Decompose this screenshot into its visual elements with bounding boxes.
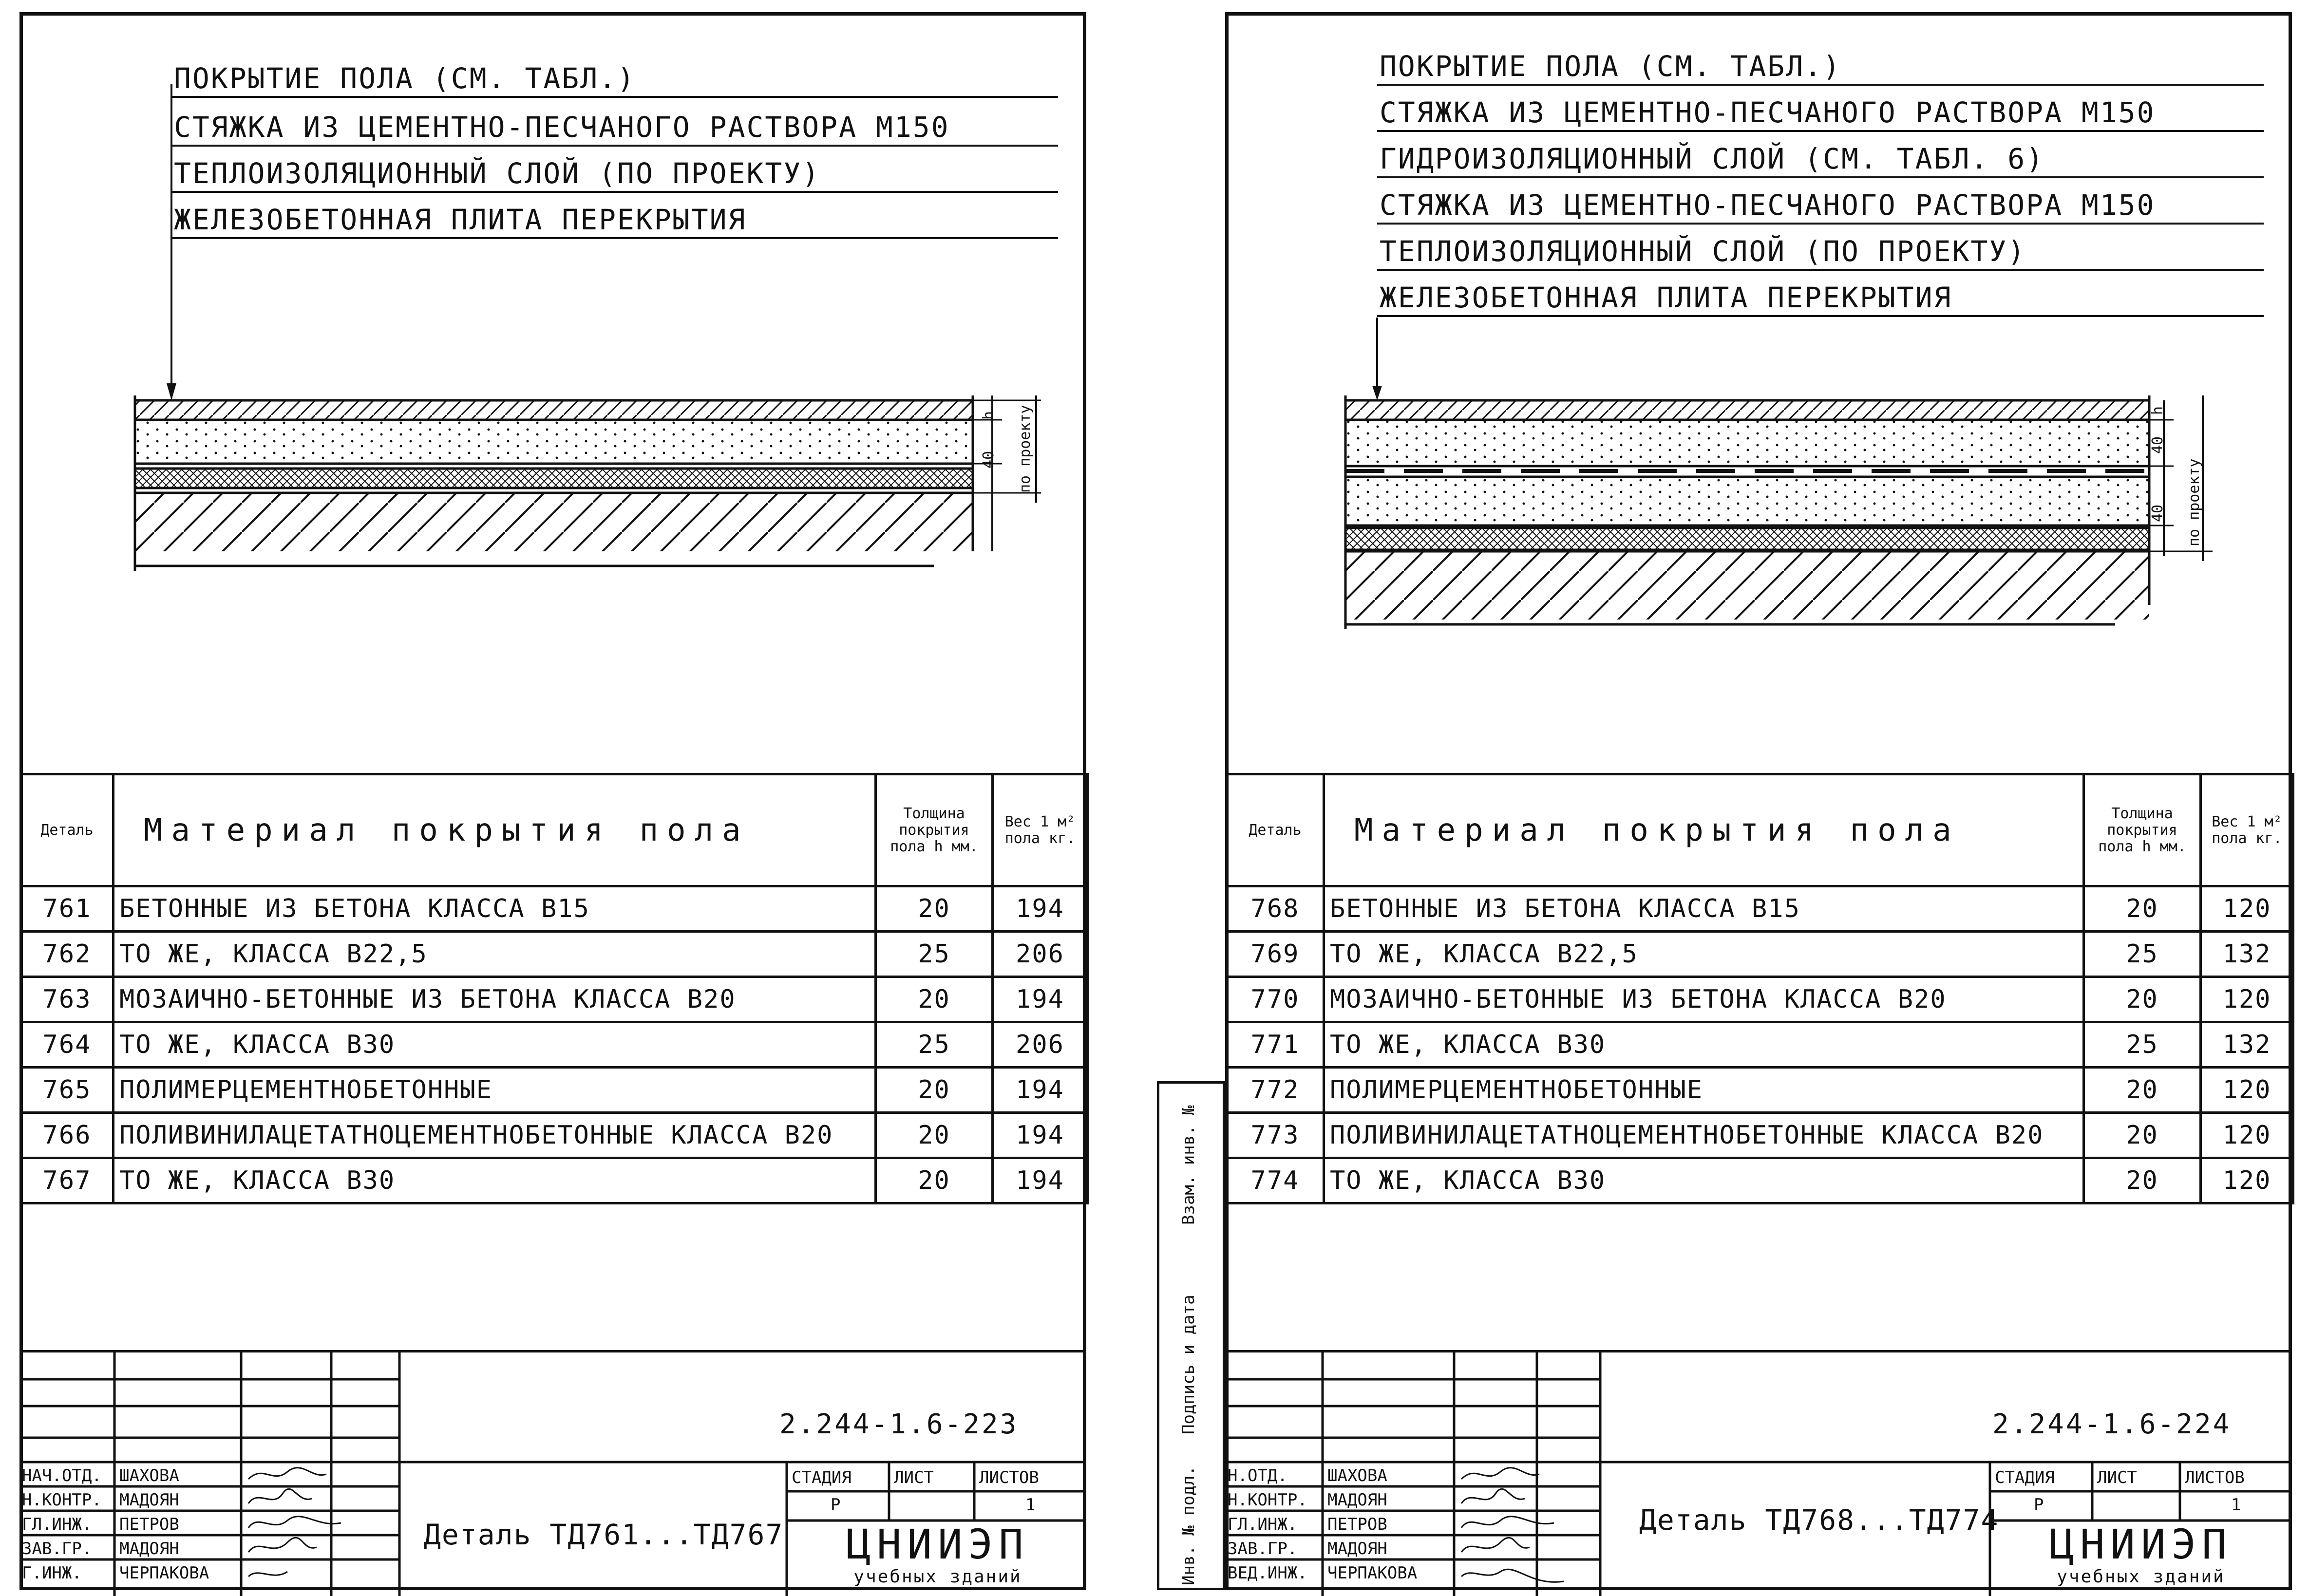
doc-number: 2.244-1.6-223 [779,1408,1019,1440]
stage-value: Р [2034,1495,2044,1515]
sheet-label: ЛИСТ [2097,1468,2137,1487]
detail-cell: 771 [1227,1022,1324,1068]
thickness-cell: 20 [876,886,993,932]
detail-cell: 765 [21,1068,114,1113]
layer-label: СТЯЖКА ИЗ ЦЕМЕНТНО-ПЕСЧАНОГО РАСТВОРА М150 [174,111,950,144]
col-header-detail: Деталь [21,774,114,886]
col-header-weight: Вес 1 м² пола кг. [993,774,1088,886]
weight-cell: 120 [2201,1113,2293,1158]
weight-cell: 120 [2201,977,2293,1022]
material-table [1225,773,2294,1204]
stage-label: СТАДИЯ [792,1468,852,1487]
material-cell: ПОЛИВИНИЛАЦЕТАТНОЦЕМЕНТНОБЕТОННЫЕ КЛАССА В20 [1324,1113,2084,1158]
dim-40: 40 [2149,436,2166,454]
sidebar-label: Взам. инв. № [1179,1105,1198,1225]
material-cell: ТО ЖЕ, КЛАССА В22,5 [114,932,876,977]
thickness-cell: 25 [876,932,993,977]
weight-cell: 194 [993,1068,1088,1113]
dim-by-project: по проекту [2186,458,2203,546]
material-cell: БЕТОННЫЕ ИЗ БЕТОНА КЛАССА В15 [114,886,876,932]
layer-screed-bottom [1345,477,2149,526]
table-row [1227,1113,2293,1158]
dim-by-project: по проекту [1017,405,1034,493]
weight-cell: 206 [993,1022,1088,1068]
weight-cell: 194 [993,1113,1088,1158]
layer-finish [135,400,973,420]
table-row [1227,977,2293,1022]
material-cell: МОЗАИЧНО-БЕТОННЫЕ ИЗ БЕТОНА КЛАССА В20 [1324,977,2084,1022]
weight-cell: 132 [2201,1022,2293,1068]
thickness-cell: 20 [876,1113,993,1158]
stage-value: Р [831,1495,841,1515]
material-cell: ТО ЖЕ, КЛАССА В30 [114,1158,876,1203]
thickness-cell: 20 [2084,1068,2201,1113]
weight-cell: 132 [2201,932,2293,977]
layer-slab [135,493,973,551]
thickness-cell: 20 [2084,977,2201,1022]
table-row [1227,1022,2293,1068]
org-name: ЦНИИЭП [846,1521,1029,1568]
col-header-material: Материал покрытия пола [1324,774,2084,886]
role-label: ГЛ.ИНЖ. [1228,1515,1298,1534]
layer-finish [1345,400,2149,420]
layer-insulation [1345,528,2149,550]
org-subtitle: учебных зданий [853,1567,1022,1587]
signer-name: ПЕТРОВ [1327,1515,1387,1534]
detail-title: Деталь ТД761...ТД767 [424,1518,784,1551]
side-stamp-column [1157,1081,1225,1590]
sheets-value: 1 [1025,1495,1036,1515]
layer-screed-top [1345,420,2149,466]
layer-label: СТЯЖКА ИЗ ЦЕМЕНТНО-ПЕСЧАНОГО РАСТВОРА М150 [1380,188,2156,222]
signer-name: МАДОЯН [1327,1539,1387,1558]
dim-h: h [2149,406,2166,415]
material-cell: ТО ЖЕ, КЛАССА В30 [1324,1158,2084,1203]
layer-waterproofing [1345,466,2149,477]
org-subtitle: учебных зданий [2057,1567,2225,1587]
layer-label: ЖЕЛЕЗОБЕТОННАЯ ПЛИТА ПЕРЕКРЫТИЯ [174,203,747,236]
signer-name: ШАХОВА [119,1466,179,1485]
org-name: ЦНИИЭП [2049,1521,2233,1568]
detail-cell: 767 [21,1158,114,1203]
table-row [1227,1068,2293,1113]
signer-name: ЧЕРПАКОВА [1327,1563,1418,1583]
col-header-thickness: Толщина покрытия пола h мм. [2084,774,2201,886]
weight-cell: 120 [2201,1068,2293,1113]
sheet-label: ЛИСТ [894,1468,934,1487]
table-row [1227,932,2293,977]
sidebar-label: Подпись и дата [1179,1295,1198,1434]
material-table [19,773,1089,1204]
col-header-material: Материал покрытия пола [114,774,876,886]
role-label: ВЕД.ИНЖ. [1228,1563,1307,1583]
material-cell: МОЗАИЧНО-БЕТОННЫЕ ИЗ БЕТОНА КЛАССА В20 [114,977,876,1022]
right-sheet [1225,12,2292,1590]
table-row [21,886,1088,932]
thickness-cell: 20 [2084,1113,2201,1158]
table-row [21,1113,1088,1158]
layer-label: ПОКРЫТИЕ ПОЛА (СМ. ТАБЛ.) [174,62,636,95]
floor-section-diagram [1287,45,2261,629]
table-row [1227,886,2293,932]
sheets-value: 1 [2231,1495,2241,1515]
col-header-weight: Вес 1 м² пола кг. [2201,774,2293,886]
weight-cell: 120 [2201,886,2293,932]
material-cell: ТО ЖЕ, КЛАССА В30 [1324,1022,2084,1068]
signer-name: МАДОЯН [119,1490,179,1510]
table-row [21,932,1088,977]
signer-name: ЧЕРПАКОВА [119,1563,209,1583]
detail-cell: 772 [1227,1068,1324,1113]
role-label: Н.КОНТР. [1228,1490,1307,1510]
detail-cell: 764 [21,1022,114,1068]
weight-cell: 194 [993,886,1088,932]
thickness-cell: 20 [2084,886,2201,932]
layer-screed [135,420,973,464]
layer-label: СТЯЖКА ИЗ ЦЕМЕНТНО-ПЕСЧАНОГО РАСТВОРА М150 [1380,96,2156,129]
signatures [1457,1465,1603,1596]
detail-title: Деталь ТД768...ТД774 [1639,1503,1999,1537]
doc-number: 2.244-1.6-224 [1992,1408,2232,1440]
thickness-cell: 20 [876,977,993,1022]
layer-label: ГИДРОИЗОЛЯЦИОННЫЙ СЛОЙ (СМ. ТАБЛ. 6) [1380,142,2045,175]
layer-label: ПОКРЫТИЕ ПОЛА (СМ. ТАБЛ.) [1380,50,1841,83]
leader-arrow [1372,386,1382,400]
detail-cell: 761 [21,886,114,932]
material-cell: ТО ЖЕ, КЛАССА В22,5 [1324,932,2084,977]
table-row [1227,1158,2293,1203]
role-label: НАЧ.ОТД. [22,1466,102,1485]
signer-name: МАДОЯН [1327,1490,1387,1510]
role-label: ГЛ.ИНЖ. [22,1515,92,1534]
thickness-cell: 20 [876,1158,993,1203]
role-label: ЗАВ.ГР. [1228,1539,1298,1558]
role-label: Г.ИНЖ. [22,1563,82,1583]
title-block [1225,1350,2292,1596]
layer-insulation [135,469,973,488]
detail-cell: 773 [1227,1113,1324,1158]
thickness-cell: 25 [2084,1022,2201,1068]
weight-cell: 206 [993,932,1088,977]
weight-cell: 194 [993,1158,1088,1203]
detail-cell: 766 [21,1113,114,1158]
signer-name: ШАХОВА [1327,1466,1387,1485]
weight-cell: 194 [993,977,1088,1022]
detail-cell: 768 [1227,886,1324,932]
table-row [21,977,1088,1022]
left-sheet [19,12,1086,1590]
floor-section-diagram [96,64,1046,581]
role-label: Н.ОТД. [1228,1466,1287,1485]
signer-name: ПЕТРОВ [119,1515,179,1534]
detail-cell: 769 [1227,932,1324,977]
thickness-cell: 20 [2084,1158,2201,1203]
layer-slab [1345,551,2149,620]
material-cell: ПОЛИМЕРЦЕМЕНТНОБЕТОННЫЕ [114,1068,876,1113]
role-label: Н.КОНТР. [22,1490,102,1510]
detail-cell: 770 [1227,977,1324,1022]
col-header-detail: Деталь [1227,774,1324,886]
material-cell: БЕТОННЫЕ ИЗ БЕТОНА КЛАССА В15 [1324,886,2084,932]
detail-cell: 774 [1227,1158,1324,1203]
sidebar-label: Инв. № подл. [1179,1465,1198,1585]
sheets-label: ЛИСТОВ [2185,1468,2245,1487]
sheets-label: ЛИСТОВ [979,1468,1039,1487]
layer-label: ЖЕЛЕЗОБЕТОННАЯ ПЛИТА ПЕРЕКРЫТИЯ [1380,281,1952,314]
layer-label: ТЕПЛОИЗОЛЯЦИОННЫЙ СЛОЙ (ПО ПРОЕКТУ) [174,157,821,190]
dim-h: h [980,411,997,420]
dim-40: 40 [980,451,997,469]
detail-cell: 762 [21,932,114,977]
stage-label: СТАДИЯ [1995,1468,2055,1487]
thickness-cell: 20 [876,1068,993,1113]
material-cell: ТО ЖЕ, КЛАССА В30 [114,1022,876,1068]
detail-cell: 763 [21,977,114,1022]
leader-arrow [167,383,176,400]
signatures [244,1465,390,1596]
table-row [21,1068,1088,1113]
col-header-thickness: Толщина покрытия пола h мм. [876,774,993,886]
table-row [21,1158,1088,1203]
material-cell: ПОЛИМЕРЦЕМЕНТНОБЕТОННЫЕ [1324,1068,2084,1113]
title-block [19,1350,1086,1596]
dim-40: 40 [2149,504,2166,522]
signer-name: МАДОЯН [119,1539,179,1558]
layer-label: ТЕПЛОИЗОЛЯЦИОННЫЙ СЛОЙ (ПО ПРОЕКТУ) [1380,235,2026,268]
weight-cell: 120 [2201,1158,2293,1203]
role-label: ЗАВ.ГР. [22,1539,92,1558]
thickness-cell: 25 [876,1022,993,1068]
material-cell: ПОЛИВИНИЛАЦЕТАТНОЦЕМЕНТНОБЕТОННЫЕ КЛАССА В20 [114,1113,876,1158]
thickness-cell: 25 [2084,932,2201,977]
table-row [21,1022,1088,1068]
